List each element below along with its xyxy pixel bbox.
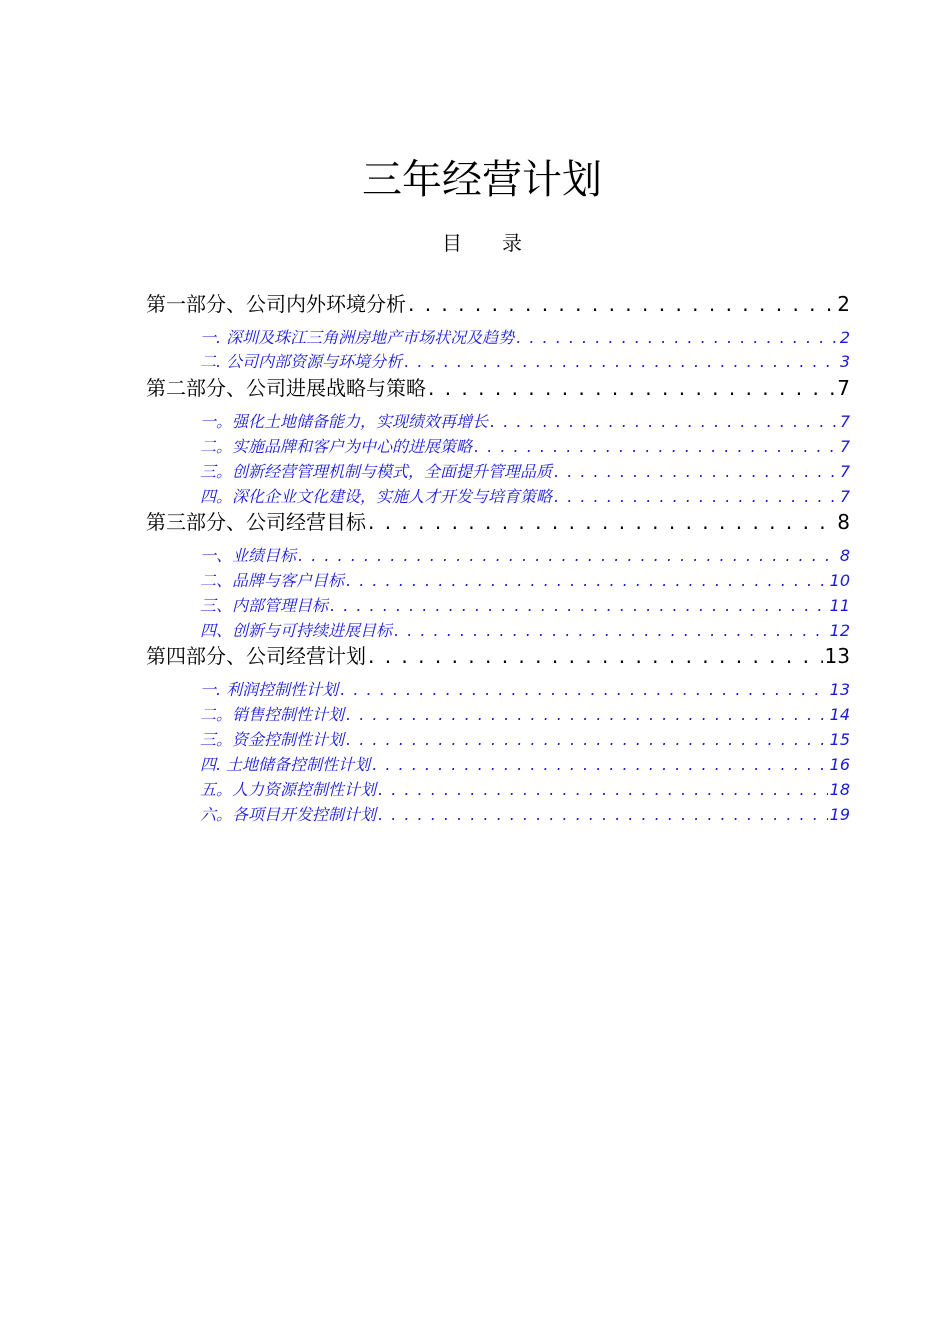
toc-entry-section-1-1[interactable]: [200, 327, 850, 349]
toc-entry-label: 四。深化企业文化建设，实施人才开发与培育策略: [200, 487, 553, 506]
toc-dot-leader: [394, 620, 828, 642]
toc-entry-section-3-3[interactable]: [200, 595, 850, 617]
toc-entry-section-4-1[interactable]: [200, 679, 850, 701]
toc-entry-part-3[interactable]: [146, 509, 850, 535]
toc-entry-label: 二。实施品牌和客户为中心的进展策略: [200, 437, 473, 456]
toc-entry-label: 四、创新与可持续进展目标: [200, 621, 393, 640]
toc-entry-label: 一、业绩目标: [200, 546, 297, 565]
toc-entry-section-1-2[interactable]: [200, 351, 850, 373]
toc-dot-leader: [428, 375, 835, 401]
toc-entry-label: 一. 利润控制性计划: [200, 680, 339, 699]
toc-entry-label: 第二部分、公司进展战略与策略: [146, 376, 426, 400]
toc-dot-leader: [408, 291, 835, 317]
toc-page-number: 19: [829, 805, 850, 824]
toc-dot-leader: [298, 545, 838, 567]
toc-page-number: 10: [829, 571, 850, 590]
toc-entry-label: 二。销售控制性计划: [200, 705, 345, 724]
toc-page-number: 18: [829, 780, 850, 799]
toc-heading: 目录: [442, 231, 562, 255]
toc-entry-label: 一. 深圳及珠江三角洲房地产市场状况及趋势: [200, 328, 515, 347]
toc-page-number: 7: [839, 487, 850, 506]
toc-dot-leader: [554, 461, 838, 483]
toc-page-number: 7: [837, 376, 850, 400]
toc-entry-section-3-4[interactable]: [200, 620, 850, 642]
toc-page-number: 13: [829, 680, 850, 699]
toc-entry-label: 二、品牌与客户目标: [200, 571, 345, 590]
toc-page-number: 7: [839, 412, 850, 431]
toc-dot-leader: [346, 729, 828, 751]
toc-entry-label: 三、内部管理目标: [200, 596, 329, 615]
toc-page-number: 11: [829, 596, 850, 615]
toc-page-number: 14: [829, 705, 850, 724]
toc-entry-label: 五。人力资源控制性计划: [200, 780, 377, 799]
toc-page-number: 8: [839, 546, 850, 565]
toc-dot-leader: [346, 570, 828, 592]
toc-entry-part-1[interactable]: [146, 291, 850, 317]
toc-entry-section-3-1[interactable]: [200, 545, 850, 567]
toc-entry-label: 四. 土地储备控制性计划: [200, 755, 371, 774]
toc-page-number: 16: [829, 755, 850, 774]
toc-entry-section-4-6[interactable]: [200, 804, 850, 826]
toc-page-number: 13: [824, 644, 850, 668]
toc-dot-leader: [368, 509, 835, 535]
toc-entry-section-4-2[interactable]: [200, 704, 850, 726]
toc-dot-leader: [378, 804, 828, 826]
toc-dot-leader: [340, 679, 827, 701]
toc-entry-label: 三。创新经营管理机制与模式，全面提升管理品质: [200, 462, 553, 481]
toc-page-number: 7: [839, 462, 850, 481]
toc-entry-label: 第一部分、公司内外环境分析: [146, 292, 406, 316]
toc-entry-section-3-2[interactable]: [200, 570, 850, 592]
toc-entry-label: 一。强化土地储备能力，实现绩效再增长: [200, 412, 489, 431]
toc-dot-leader: [378, 779, 828, 801]
toc-page-number: 7: [839, 437, 850, 456]
toc-dot-leader: [372, 754, 827, 776]
toc-dot-leader: [368, 643, 823, 669]
toc-dot-leader: [330, 595, 828, 617]
toc-page-number: 8: [837, 510, 850, 534]
toc-entry-label: 二. 公司内部资源与环境分析: [200, 352, 403, 371]
toc-entry-section-4-3[interactable]: [200, 729, 850, 751]
toc-dot-leader: [516, 327, 838, 349]
toc-entry-section-2-4[interactable]: [200, 486, 850, 508]
toc-page-number: 15: [829, 730, 850, 749]
toc-dot-leader: [404, 351, 838, 373]
toc-entry-section-4-4[interactable]: [200, 754, 850, 776]
toc-dot-leader: [490, 411, 838, 433]
toc-entry-label: 第四部分、公司经营计划: [146, 644, 366, 668]
toc-entry-section-2-1[interactable]: [200, 411, 850, 433]
toc-entry-label: 三。资金控制性计划: [200, 730, 345, 749]
toc-dot-leader: [346, 704, 828, 726]
toc-entry-section-2-2[interactable]: [200, 436, 850, 458]
toc-entry-label: 第三部分、公司经营目标: [146, 510, 366, 534]
toc-page-number: 2: [839, 328, 850, 347]
toc-entry-section-4-5[interactable]: [200, 779, 850, 801]
toc-dot-leader: [554, 486, 838, 508]
toc-entry-part-2[interactable]: [146, 375, 850, 401]
toc-page-number: 3: [839, 352, 850, 371]
toc-entry-part-4[interactable]: [146, 643, 850, 669]
toc-entry-label: 六。各项目开发控制计划: [200, 805, 377, 824]
toc-page-number: 2: [837, 292, 850, 316]
toc-entry-section-2-3[interactable]: [200, 461, 850, 483]
toc-page-number: 12: [829, 621, 850, 640]
toc-dot-leader: [474, 436, 838, 458]
document-title: 三年经营计划: [362, 157, 602, 203]
